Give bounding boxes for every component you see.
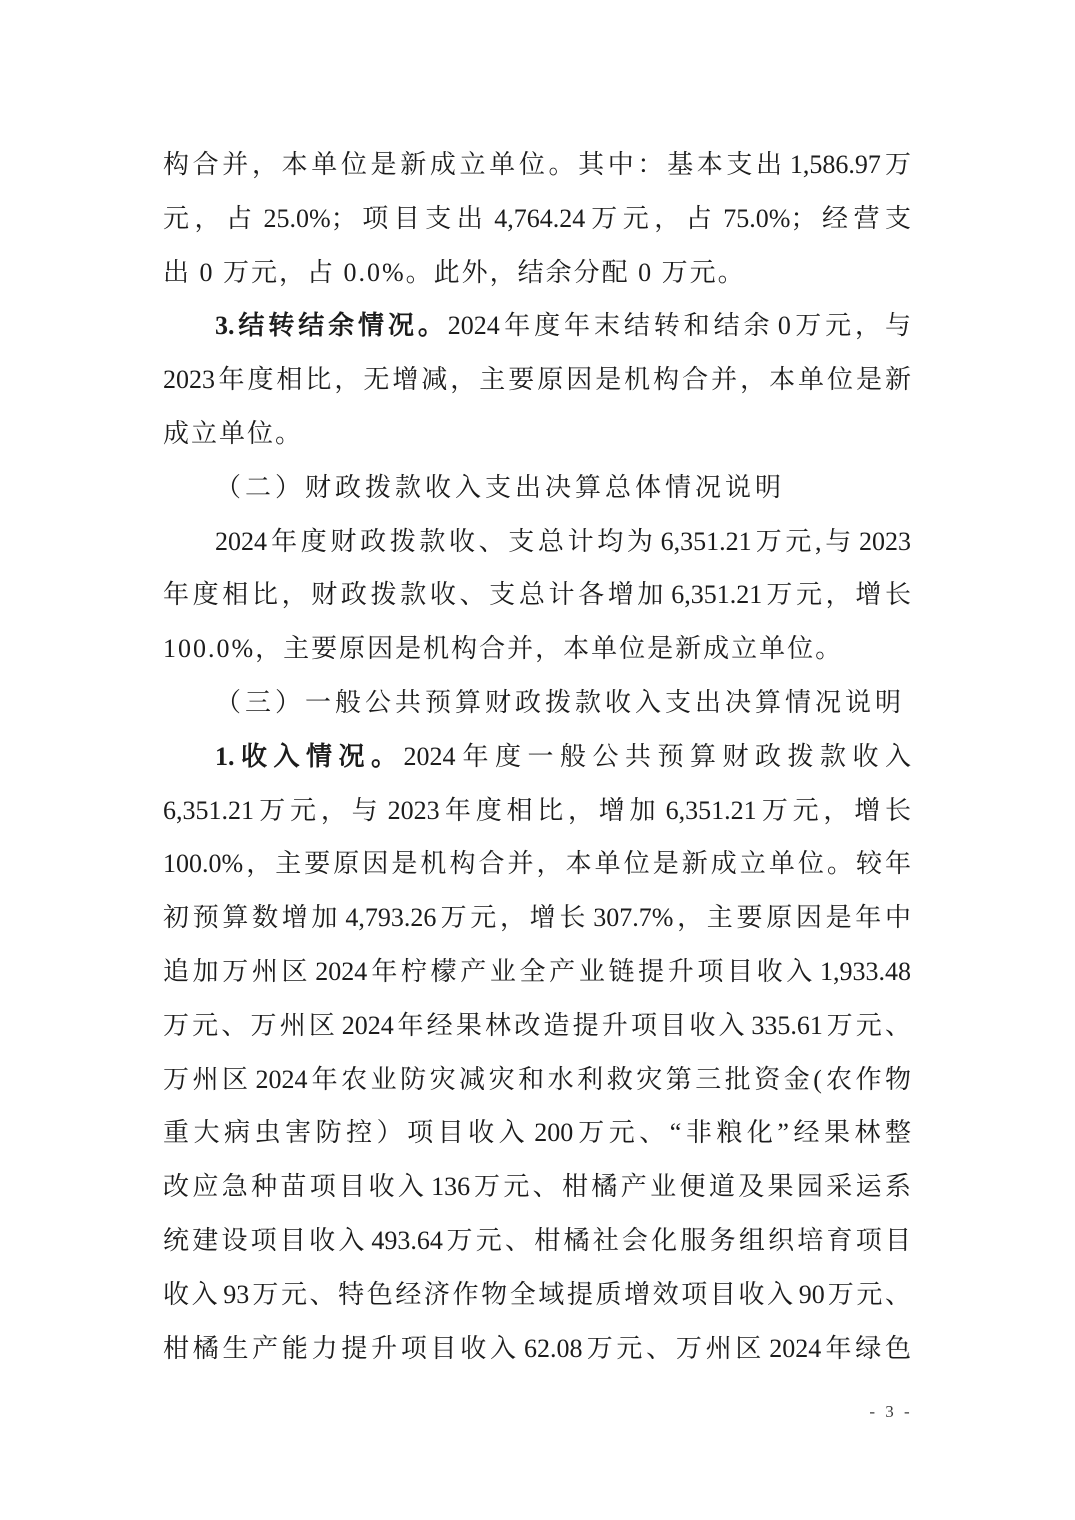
text-line: 统建设项目收入 493.64 万元、柑橘社会化服务组织培育项目: [163, 1225, 911, 1255]
subheading-carryover: 3.结转结余情况。: [215, 311, 448, 341]
page-number: - 3 -: [869, 1402, 913, 1421]
text-line: 构合并，本单位是新成立单位。其中：基本支出 1,586.97 万: [163, 150, 911, 179]
section-heading-3: （三）一般公共预算财政拨款收入支出决算情况说明: [215, 687, 906, 717]
text-line: 初预算数增加 4,793.26 万元，增长 307.7%，主要原因是年中: [163, 903, 911, 933]
text-line: 100.0%，主要原因是机构合并，本单位是新成立单位。较年: [163, 849, 911, 879]
text-line: 元，占 25.0%；项目支出 4,764.24 万元，占 75.0%；经营支: [163, 203, 911, 233]
subheading-income: 1.收入情况。: [215, 741, 404, 771]
text-line: 年度相比，财政拨款收、支总计各增加 6,351.21 万元，增长: [163, 580, 911, 610]
text-line: 万元、万州区 2024 年经果林改造提升项目收入 335.61 万元、: [163, 1010, 911, 1040]
text-line: 柑橘生产能力提升项目收入 62.08 万元、万州区 2024 年绿色: [163, 1333, 911, 1363]
text-line: 2024 年度财政拨款收、支总计均为 6,351.21 万元,与 2023: [215, 526, 911, 556]
text-line: 出 0 万元，占 0.0%。此外，结余分配 0 万元。: [163, 257, 746, 287]
text-line: 追加万州区 2024 年柠檬产业全产业链提升项目收入 1,933.48: [163, 956, 911, 986]
document-body: [163, 138, 911, 1375]
text-run: 2024 年度年末结转和结余 0 万元，与: [447, 311, 911, 341]
section-heading-2: （二）财政拨款收入支出决算总体情况说明: [215, 472, 786, 502]
text-line: 2023 年度相比，无增减，主要原因是机构合并，本单位是新: [163, 365, 911, 395]
text-line: [163, 299, 911, 353]
text-line: 改应急种苗项目收入 136 万元、柑橘产业便道及果园采运系: [163, 1172, 911, 1202]
text-line: 6,351.21 万元，与 2023 年度相比，增加 6,351.21 万元，增长: [163, 795, 911, 825]
text-line: 成立单位。: [163, 418, 304, 448]
text-line: 重大病虫害防控）项目收入 200 万元、“非粮化”经果林整: [163, 1118, 911, 1148]
text-run: 2024 年度一般公共预算财政拨款收入: [403, 741, 911, 771]
text-line: 万州区 2024 年农业防灾减灾和水利救灾第三批资金( 农作物: [163, 1064, 911, 1094]
text-line: 100.0%，主要原因是机构合并，本单位是新成立单位。: [163, 634, 844, 664]
text-line: [163, 730, 911, 784]
text-line: 收入 93 万元、特色经济作物全域提质增效项目收入 90 万元、: [163, 1279, 911, 1309]
